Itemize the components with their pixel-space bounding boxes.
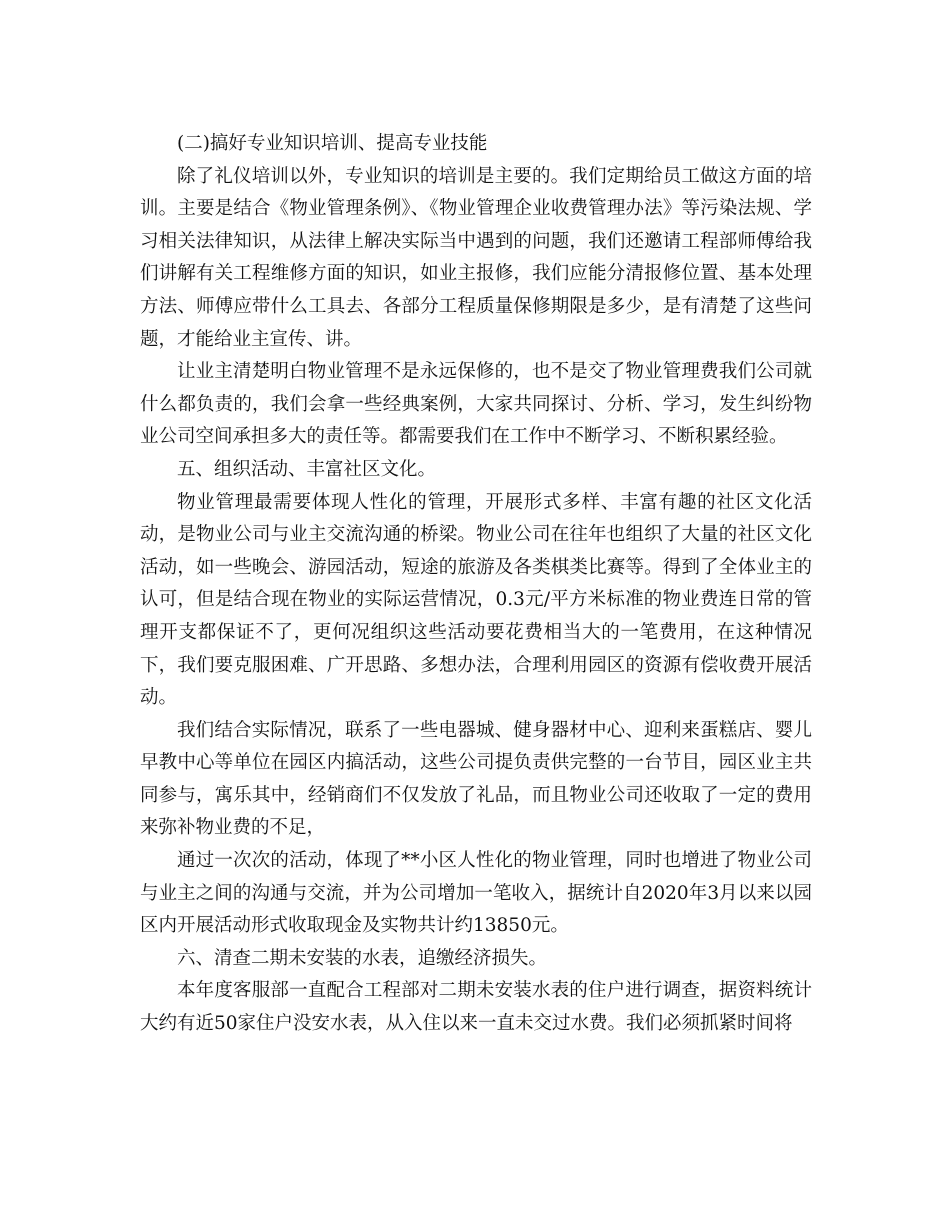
- paragraph-professional-training: 除了礼仪培训以外，专业知识的培训是主要的。我们定期给员工做这方面的培训。主要是结合《物业管理条例》、《物业管理企业收费管理办法》等污染法规、学习相关法律知识，从法律上解决实际当中遇到的问题，我们还邀请工程部师傅给我们讲解有关工程维修方面的知识，如业主报修，我们应能分清报修位置、基本处理方法、师傅应带什么工具去、各部分工程质量保修期限是多少，是有清楚了这些问题，才能给业主宣传、讲。: [140, 165, 812, 350]
- paragraph-partner-events: 我们结合实际情况，联系了一些电器城、健身器材中心、迎利来蛋糕店、婴儿早教中心等单位在园区内搞活动，这些公司提负责供完整的一台节目，园区业主共同参与，寓乐其中，经销商们不仅发放了礼品，而且物业公司还收取了一定的费用来弥补物业费的不足，: [140, 719, 812, 839]
- paragraph-activity-results: 通过一次次的活动，体现了**小区人性化的物业管理，同时也增进了物业公司与业主之间的沟通与交流，并为公司增加一笔收入，据统计自2020年3月以来以园区内开展活动形式收取现金及实物共计约13850元。: [140, 850, 812, 937]
- paragraph-owner-understanding: 让业主清楚明白物业管理不是永远保修的，也不是交了物业管理费我们公司就什么都负责的，我们会拿一些经典案例，大家共同探讨、分析、学习，发生纠纷物业公司空间承担多大的责任等。都需要我们在工作中不断学习、不断积累经验。: [140, 361, 812, 448]
- paragraph-water-meter-survey: 本年度客服部一直配合工程部对二期未安装水表的住户进行调查，据资料统计大约有近50家住户没安水表，从入住以来一直未交过水费。我们必须抓紧时间将: [140, 980, 812, 1035]
- document-body: [140, 128, 812, 1041]
- section-heading-community-activities: 五、组织活动、丰富社区文化。: [177, 458, 437, 480]
- section-heading-water-meters: 六、清查二期未安装的水表，追缴经济损失。: [177, 947, 548, 969]
- section-heading-training: (二)搞好专业知识培训、提高专业技能: [177, 133, 488, 154]
- paragraph-community-culture: 物业管理最需要体现人性化的管理，开展形式多样、丰富有趣的社区文化活动，是物业公司与业主交流沟通的桥梁。物业公司在往年也组织了大量的社区文化活动，如一些晚会、游园活动，短途的旅游及各类棋类比赛等。得到了全体业主的认可，但是结合现在物业的实际运营情况，0.3元/平方米标准的物业费连日常的管理开支都保证不了，更何况组织这些活动要花费相当大的一笔费用，在这种情况下，我们要克服困难、广开思路、多想办法，合理利用园区的资源有偿收费开展活动。: [140, 491, 812, 709]
